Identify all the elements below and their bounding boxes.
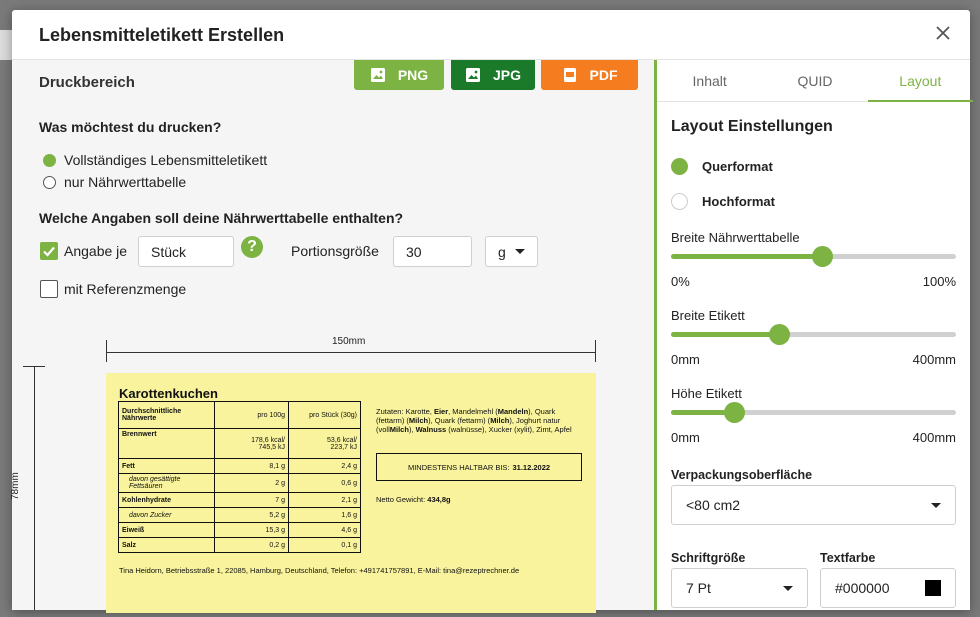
per-unit-value: Stück [151, 243, 187, 260]
portion-size-label: Portionsgröße [291, 243, 379, 259]
slider-label: Höhe Etikett [671, 386, 742, 401]
table-cell: 0,2 g [215, 538, 289, 553]
font-size-select[interactable] [671, 568, 808, 608]
download-pdf-button[interactable] [541, 60, 638, 90]
tab-layout[interactable]: Layout [868, 60, 973, 101]
slider-thumb[interactable] [724, 402, 745, 423]
option-table-only-radio[interactable] [43, 174, 186, 190]
table-row [119, 459, 361, 474]
download-jpg-button[interactable] [451, 60, 535, 90]
reference-label: mit Referenzmenge [64, 281, 187, 297]
orientation-portrait-radio[interactable] [671, 193, 775, 210]
slider-thumb[interactable] [769, 324, 790, 345]
label-width-slider[interactable] [671, 324, 956, 344]
option-full-label: Vollständiges Lebensmitteletikett [64, 152, 268, 168]
width-dimension-label: 150mm [332, 336, 366, 347]
download-png-label: PNG [397, 67, 429, 83]
producer-address: Tina Heidorn, Betriebsstraße 1, 22085, Hamburg, Deutschland, Telefon: +491741757891, E-Mail: tina@rezeptrechner.de [119, 566, 520, 575]
table-cell: 1,6 g [289, 508, 361, 523]
table-cell: 5,2 g [215, 508, 289, 523]
table-row [119, 508, 361, 523]
modal-title: Lebensmitteletikett Erstellen [39, 25, 285, 45]
image-icon [465, 67, 481, 83]
panel-title: Layout Einstellungen [671, 118, 833, 135]
table-cell: Brennwert [119, 429, 215, 459]
font-size-label: Schriftgröße [671, 551, 746, 565]
net-weight [376, 495, 451, 504]
chevron-down-icon [515, 249, 525, 254]
chevron-down-icon [931, 503, 941, 508]
table-cell: 8,1 g [215, 459, 289, 474]
allergen: Mandeln [497, 407, 529, 416]
slider-min-label: 0mm [671, 352, 700, 367]
table-cell: Kohlenhydrate [119, 493, 215, 508]
ingredients-text: Zutaten: Karotte, Eier, Mandelmehl (Mandeln), Quark (fettarm) (Milch), Quark (fettarm) (Milch), Joghurt natur (vollMilch), Walnuss (walnüsse), Xucker (xylit), Zimt, Apfel [376, 407, 572, 434]
table-cell: 178,6 kcal/ 745,5 kJ [215, 429, 289, 459]
table-cell: Fett [119, 459, 215, 474]
table-header-row [119, 402, 361, 429]
table-cell: davon gesättigte Fettsäuren [119, 474, 215, 493]
allergen: Milch [490, 416, 510, 425]
option-full-label-radio[interactable] [43, 152, 267, 168]
table-cell: Eiweiß [119, 523, 215, 538]
background-logo [0, 30, 12, 60]
unit-select[interactable] [485, 236, 538, 267]
table-row [119, 429, 361, 459]
table-cell: 2 g [215, 474, 289, 493]
orientation-landscape-label: Querformat [702, 159, 773, 174]
orientation-landscape-radio[interactable] [671, 158, 773, 175]
label-preview [106, 373, 596, 613]
table-row [119, 538, 361, 553]
per-unit-label: Angabe je [64, 243, 128, 259]
per-unit-input[interactable] [138, 236, 234, 267]
image-icon [370, 67, 386, 83]
table-cell: Salz [119, 538, 215, 553]
print-question: Was möchtest du drucken? [39, 119, 222, 135]
table-cell: davon Zucker [119, 508, 215, 523]
packaging-select[interactable] [671, 485, 956, 525]
tab-quid[interactable]: QUID [797, 72, 833, 89]
nutrition-table [118, 401, 361, 553]
table-cell: 0,1 g [289, 538, 361, 553]
allergen: Milch [389, 425, 409, 434]
portion-size-value: 30 [406, 243, 422, 260]
table-cell: 0,6 g [289, 474, 361, 493]
best-before-date: 31.12.2022 [512, 462, 551, 472]
best-before-box [376, 453, 582, 481]
print-area-title: Druckbereich [39, 74, 135, 91]
tab-inhalt[interactable]: Inhalt [692, 72, 727, 89]
download-png-button[interactable] [354, 60, 444, 90]
radio-selected-icon [43, 154, 56, 167]
font-size-value: 7 Pt [686, 580, 711, 596]
unit-value: g [498, 243, 506, 260]
values-question: Welche Angaben soll deine Nährwerttabelle enthalten? [39, 210, 404, 226]
table-header-cell: Durchschnittliche Nährwerte [119, 402, 215, 429]
settings-panel [654, 60, 970, 610]
net-weight-value: 434,8g [427, 495, 451, 504]
table-cell: 53,6 kcal/ 223,7 kJ [289, 429, 361, 459]
slider-max-label: 400mm [912, 352, 956, 367]
print-area [12, 60, 654, 610]
packaging-value: <80 cm2 [686, 497, 741, 513]
radio-selected-icon [671, 158, 688, 175]
table-row [119, 523, 361, 538]
table-width-slider[interactable] [671, 246, 956, 266]
label-height-slider[interactable] [671, 402, 956, 422]
download-jpg-label: JPG [492, 67, 521, 83]
table-row [119, 493, 361, 508]
slider-min-label: 0mm [671, 430, 700, 445]
table-header-cell: pro 100g [215, 402, 289, 429]
allergen: Walnuss [415, 425, 447, 434]
net-weight-label: Netto Gewicht: [376, 495, 426, 504]
radio-empty-icon [43, 176, 56, 189]
slider-fill [671, 332, 779, 337]
slider-thumb[interactable] [812, 246, 833, 267]
text-color-input[interactable] [820, 568, 956, 608]
text-color-label: Textfarbe [820, 551, 876, 565]
settings-tabs [657, 60, 973, 102]
product-name: Karottenkuchen [119, 386, 218, 401]
reference-checkbox[interactable] [40, 280, 58, 298]
table-header-cell: pro Stück (30g) [289, 402, 361, 429]
text-color-value: #000000 [835, 580, 890, 596]
width-dimension-tick [106, 340, 107, 362]
table-cell: 7 g [215, 493, 289, 508]
best-before-label: MINDESTENS HALTBAR BIS: [407, 462, 510, 472]
slider-min-label: 0% [671, 274, 690, 289]
table-cell: 2,1 g [289, 493, 361, 508]
close-icon[interactable] [932, 22, 954, 44]
packaging-label: Verpackungsoberfläche [671, 468, 813, 482]
slider-max-label: 400mm [912, 430, 956, 445]
table-cell: 15,3 g [215, 523, 289, 538]
help-icon[interactable]: ? [241, 236, 263, 258]
radio-empty-icon [671, 193, 688, 210]
chevron-down-icon [783, 586, 793, 591]
orientation-portrait-label: Hochformat [702, 194, 775, 209]
table-row [119, 474, 361, 493]
height-dimension-line [34, 366, 35, 610]
height-dimension-label: 78mm [10, 472, 21, 500]
table-cell: 2,4 g [289, 459, 361, 474]
portion-size-input[interactable] [393, 236, 472, 267]
width-dimension-line [106, 352, 595, 353]
option-table-only-label: nur Nährwerttabelle [64, 174, 187, 190]
checkmark-icon [40, 242, 58, 260]
color-swatch[interactable] [925, 580, 941, 596]
table-cell: 4,6 g [289, 523, 361, 538]
slider-label: Breite Nährwerttabelle [671, 230, 800, 245]
allergen: Milch [408, 416, 429, 425]
pdf-file-icon [562, 67, 578, 83]
slider-max-label: 100% [922, 274, 956, 289]
download-pdf-label: PDF [589, 67, 618, 83]
width-dimension-tick [595, 340, 596, 362]
modal-header [12, 10, 970, 60]
label-modal [12, 10, 970, 610]
slider-fill [671, 254, 822, 259]
slider-label: Breite Etikett [671, 308, 745, 323]
per-unit-checkbox[interactable] [40, 242, 58, 260]
allergen: Eier [433, 407, 449, 416]
